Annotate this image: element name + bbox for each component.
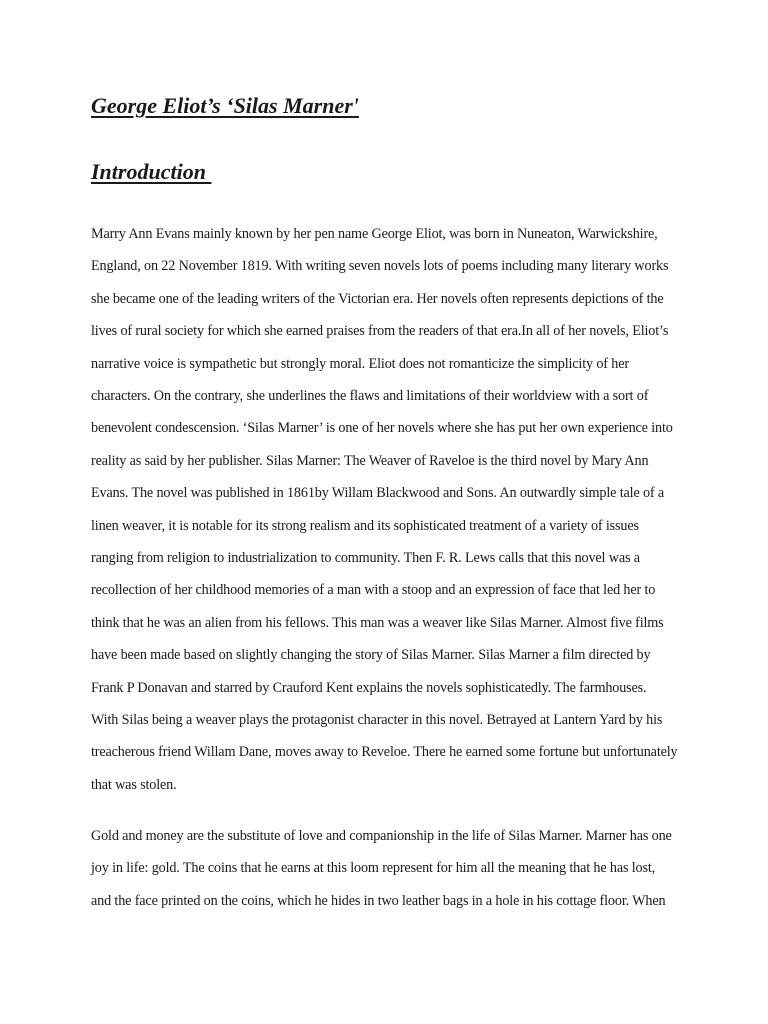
paragraph-line: think that he was an alien from his fellows. This man was a weaver like Silas Marner. Almost five films [91,614,664,631]
paragraph-line: characters. On the contrary, she underlines the flaws and limitations of their worldview with a sort of [91,388,649,404]
paragraph-line: ranging from religion to industrialization to community. Then F. R. Lews calls that this novel was a [91,550,640,566]
paragraph-line: and the face printed on the coins, which he hides in two leather bags in a hole in his cottage floor. When [91,892,666,909]
paragraph-line: Frank P Donavan and starred by Crauford Kent explains the novels sophisticatedly. The farmhouses. [91,679,647,696]
paragraph-line: recollection of her childhood memories of a man with a stoop and an expression of face that led her to [91,582,656,599]
paragraph-line: lives of rural society for which she earned praises from the readers of that era.In all of her novels, Eliot’s [91,323,669,340]
paragraph-line: linen weaver, it is notable for its strong realism and its sophisticated treatment of a variety of issues [91,517,639,534]
paragraph-line: England, on 22 November 1819. With writing seven novels lots of poems including many literary works [91,258,669,275]
paragraph-line: that was stolen. [91,776,177,793]
paragraph-line: have been made based on slightly changing the story of Silas Marner. Silas Marner a film directed by [91,647,651,664]
paragraph-line: reality as said by her publisher. Silas Marner: The Weaver of Raveloe is the third novel by Mary Ann [91,452,649,469]
paragraph-line: narrative voice is sympathetic but strongly moral. Eliot does not romanticize the simplicity of her [91,355,629,372]
paragraph-line: treacherous friend Willam Dane, moves away to Reveloe. There he earned some fortune but unfortunately [91,744,678,761]
paragraph-line: Marry Ann Evans mainly known by her pen name George Eliot, was born in Nuneaton, Warwickshire, [91,226,658,242]
paragraph-line: Gold and money are the substitute of love and companionship in the life of Silas Marner. Marner has one [91,828,672,844]
paragraph-line: she became one of the leading writers of the Victorian era. Her novels often represents depictions of the [91,290,664,307]
paragraph-line: With Silas being a weaver plays the protagonist character in this novel. Betrayed at Lantern Yard by his [91,712,663,728]
paragraph-line: Evans. The novel was published in 1861by Willam Blackwood and Sons. An outwardly simple tale of a [91,485,665,502]
paragraph-line: benevolent condescension. ‘Silas Marner’ is one of her novels where she has put her own experience into [91,420,673,437]
document-title: George Eliot’s ‘Silas Marner' [91,93,359,118]
paragraph-line: joy in life: gold. The coins that he earns at this loom represent for him all the meaning that he has lost, [91,860,656,877]
section-heading-introduction: Introduction [91,159,212,184]
